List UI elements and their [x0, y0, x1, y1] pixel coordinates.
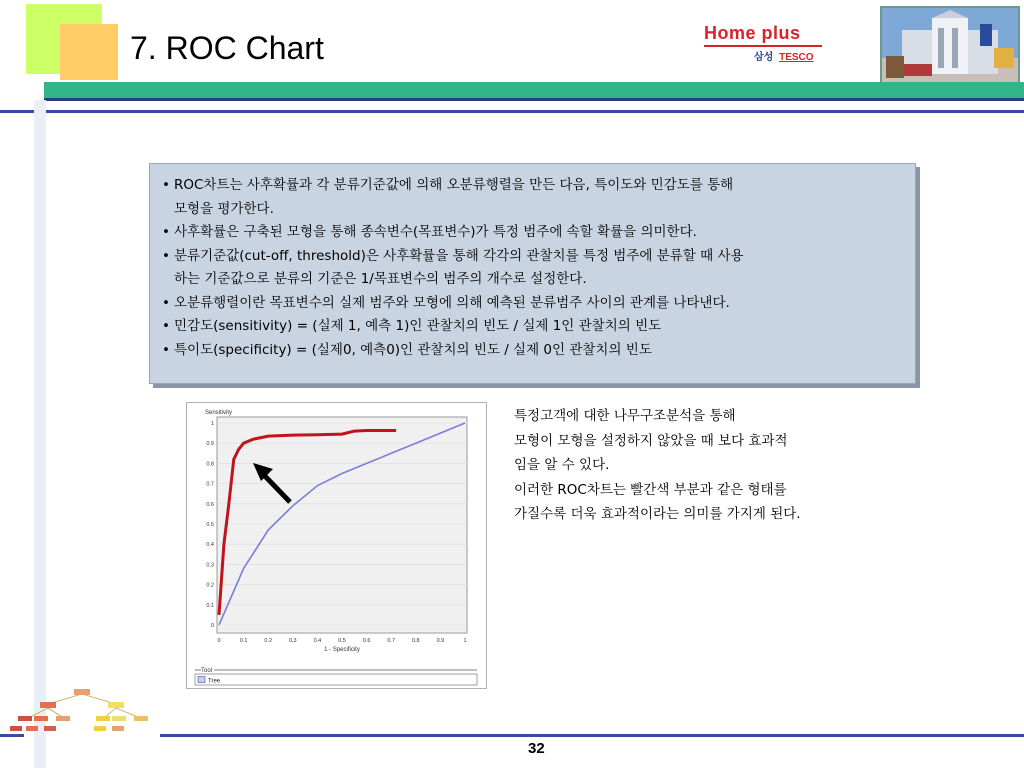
y-tick-label: 0	[210, 623, 214, 629]
y-tick-label: 0.3	[206, 562, 214, 569]
plot-area	[217, 417, 467, 633]
bullet-roc-definition: • ROC차트는 사후확률과 각 분류기준값에 의해 오분류행렬을 만든 다음, 특이도와 민감도를 통해 모형을 평가한다.	[162, 174, 903, 221]
bullet-specificity: • 특이도(specificity) = (실제0, 예측0)인 관찰치의 빈도 / 실제 0인 관찰치의 빈도	[162, 339, 903, 363]
bullet-confusion-matrix: • 오분류행렬이란 목표변수의 실제 범주와 모형에 의해 예측된 분류범주 사이의 관계를 나타낸다.	[162, 292, 903, 316]
x-tick-label: 0.7	[387, 638, 396, 644]
roc-chart-svg	[187, 403, 486, 688]
logo-brand-text: Home plus	[704, 23, 801, 43]
x-tick-label: 0.1	[239, 638, 248, 644]
header-band-green	[44, 82, 1024, 98]
y-tick-label: 0.2	[206, 582, 214, 589]
footer-rule-left	[0, 734, 24, 737]
y-tick-label: 0.7	[206, 481, 214, 488]
explanation-line: 이러한 ROC차트는 빨간색 부분과 같은 형태를	[514, 481, 787, 498]
y-tick-label: 0.5	[206, 522, 214, 528]
logo-samsung: 삼성	[754, 52, 774, 63]
x-tick-label: 0.5	[338, 638, 346, 644]
logo-underline	[704, 45, 822, 47]
definition-list	[162, 174, 903, 362]
decor-square-orange	[60, 24, 118, 80]
store-photo	[880, 6, 1020, 92]
y-tick-label: 0.4	[206, 542, 214, 549]
roc-chart	[186, 402, 487, 689]
bullet-posterior: • 사후확률은 구축된 모형을 통해 종속변수(목표변수)가 특정 범주에 속할 확률을 의미한다.	[162, 221, 903, 245]
explanation-line: 임을 알 수 있다.	[514, 457, 610, 473]
x-tick-label: 0.9	[436, 638, 445, 644]
legend-label-tree: Tree	[208, 678, 221, 685]
x-tick-label: 0.3	[288, 638, 297, 644]
x-tick-label: 1	[463, 638, 467, 644]
x-tick-label: 0.2	[264, 638, 273, 644]
legend-box	[195, 674, 477, 685]
slide-title: 7. ROC Chart	[130, 30, 324, 66]
x-axis-label: 1 - Specificity	[324, 647, 360, 653]
explanation-text	[514, 404, 914, 527]
y-tick-label: 0.1	[206, 602, 214, 609]
y-tick-label: 0.6	[206, 501, 214, 508]
logo-subtext	[754, 48, 814, 63]
store-photo-image	[882, 8, 1018, 90]
bullet-cutoff: • 분류기준값(cut-off, threshold)은 사후확률을 통해 각각의 관찰치를 특정 범주에 분류할 때 사용 하는 기준값으로 분류의 기준은 1/목표변수의 범주의 개수로 설정한다.	[162, 245, 903, 292]
logo-tesco: TESCO	[779, 52, 814, 63]
y-tick-label: 1	[210, 421, 214, 427]
explanation-line: 모형이 모형을 설정하지 않았을 때 보다 효과적	[514, 432, 788, 449]
decor-tree-diagram	[4, 686, 160, 734]
legend-title: Tool	[201, 668, 213, 674]
definition-box	[149, 163, 916, 384]
explanation-line: 특정고객에 대한 나무구조분석을 통해	[514, 408, 736, 424]
bullet-sensitivity: • 민감도(sensitivity) = (실제 1, 예측 1)인 관찰치의 빈도 / 실제 1인 관찰치의 빈도	[162, 315, 903, 339]
x-tick-label: 0	[217, 638, 221, 644]
x-tick-label: 0.6	[362, 638, 371, 644]
homeplus-logo	[696, 20, 836, 66]
x-tick-label: 0.8	[411, 638, 420, 644]
explanation-line: 가질수록 더욱 효과적이라는 의미를 가지게 된다.	[514, 506, 801, 522]
y-tick-label: 0.9	[206, 441, 214, 448]
footer-rule	[160, 734, 1024, 737]
legend-swatch-tree	[198, 677, 205, 683]
y-tick-label: 0.8	[206, 461, 214, 468]
left-margin-stripe	[34, 100, 46, 768]
header-band-navy	[44, 98, 1024, 101]
x-tick-label: 0.4	[313, 638, 322, 644]
y-axis-label: Sensitivity	[205, 410, 233, 416]
page-number: 32	[528, 740, 545, 757]
header-rule	[0, 110, 1024, 113]
tree-diagram-graphic	[4, 686, 160, 734]
